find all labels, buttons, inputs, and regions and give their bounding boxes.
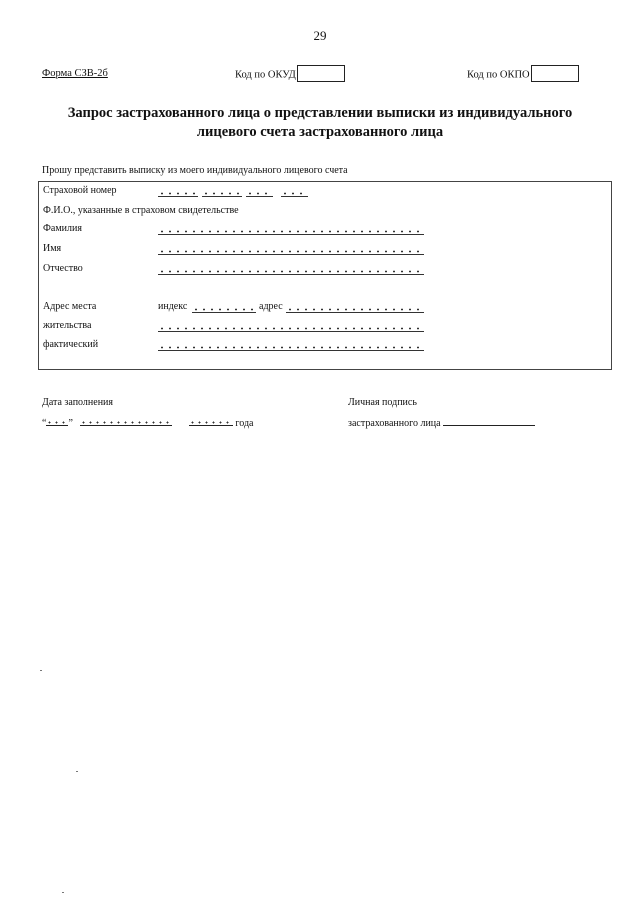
applicant-info-frame [38, 181, 612, 370]
index-field[interactable] [192, 306, 256, 313]
signature-label: Личная подпись [348, 397, 417, 408]
quote-close: ” [68, 418, 73, 429]
okud-input-box[interactable] [297, 65, 345, 82]
address-field-line-1[interactable] [286, 306, 424, 313]
name-field[interactable] [158, 248, 424, 255]
address-field-line-3[interactable] [158, 344, 424, 351]
form-header [42, 66, 587, 84]
title-line-2: лицевого счета застрахованного лица [196, 124, 444, 140]
address-label-line-3: фактический [43, 339, 99, 350]
title-line-1: Запрос застрахованного лица о представлении выписки из индивидуального [67, 105, 573, 121]
scan-speck [62, 892, 64, 893]
quote-open: “ [42, 418, 47, 429]
okud-code [235, 68, 345, 82]
year-word: года [235, 418, 254, 429]
year-field[interactable] [189, 416, 233, 426]
document-title [40, 104, 600, 142]
insurance-number-field-part-1[interactable] [158, 190, 198, 197]
insurance-number-field-part-3[interactable] [246, 190, 273, 197]
signature-text: застрахованного лица [348, 418, 441, 429]
address-street-label: адрес [259, 301, 283, 312]
address-label-line-1: Адрес места [43, 301, 97, 312]
okpo-label: Код по ОКПО [467, 69, 530, 81]
fill-date-fields [42, 416, 254, 429]
okud-label: Код по ОКУД [235, 69, 296, 81]
fill-date-label: Дата заполнения [42, 397, 113, 408]
insurance-number-field-part-4[interactable] [281, 190, 308, 197]
signature-row [348, 416, 535, 429]
patronymic-label: Отчество [43, 263, 83, 274]
name-label: Имя [43, 243, 62, 254]
day-field[interactable] [46, 416, 68, 426]
scan-speck [76, 771, 78, 772]
request-text: Прошу представить выписку из моего индивидуального лицевого счета [42, 165, 348, 176]
form-code: Форма СЗВ-2б [42, 68, 108, 79]
surname-label: Фамилия [43, 223, 82, 234]
month-field[interactable] [80, 416, 172, 426]
address-field-line-2[interactable] [158, 325, 424, 332]
insurance-number-field-part-2[interactable] [202, 190, 242, 197]
page-number: 29 [313, 28, 327, 43]
index-label: индекс [158, 301, 188, 312]
patronymic-field[interactable] [158, 268, 424, 275]
okpo-code [467, 68, 579, 82]
signature-field[interactable] [443, 416, 535, 426]
address-label-line-2: жительства [43, 320, 92, 331]
scan-speck [40, 670, 42, 671]
insurance-number-label: Страховой номер [43, 185, 117, 196]
fio-note: Ф.И.О., указанные в страховом свидетельстве [43, 205, 239, 216]
okpo-input-box[interactable] [531, 65, 579, 82]
surname-field[interactable] [158, 228, 424, 235]
